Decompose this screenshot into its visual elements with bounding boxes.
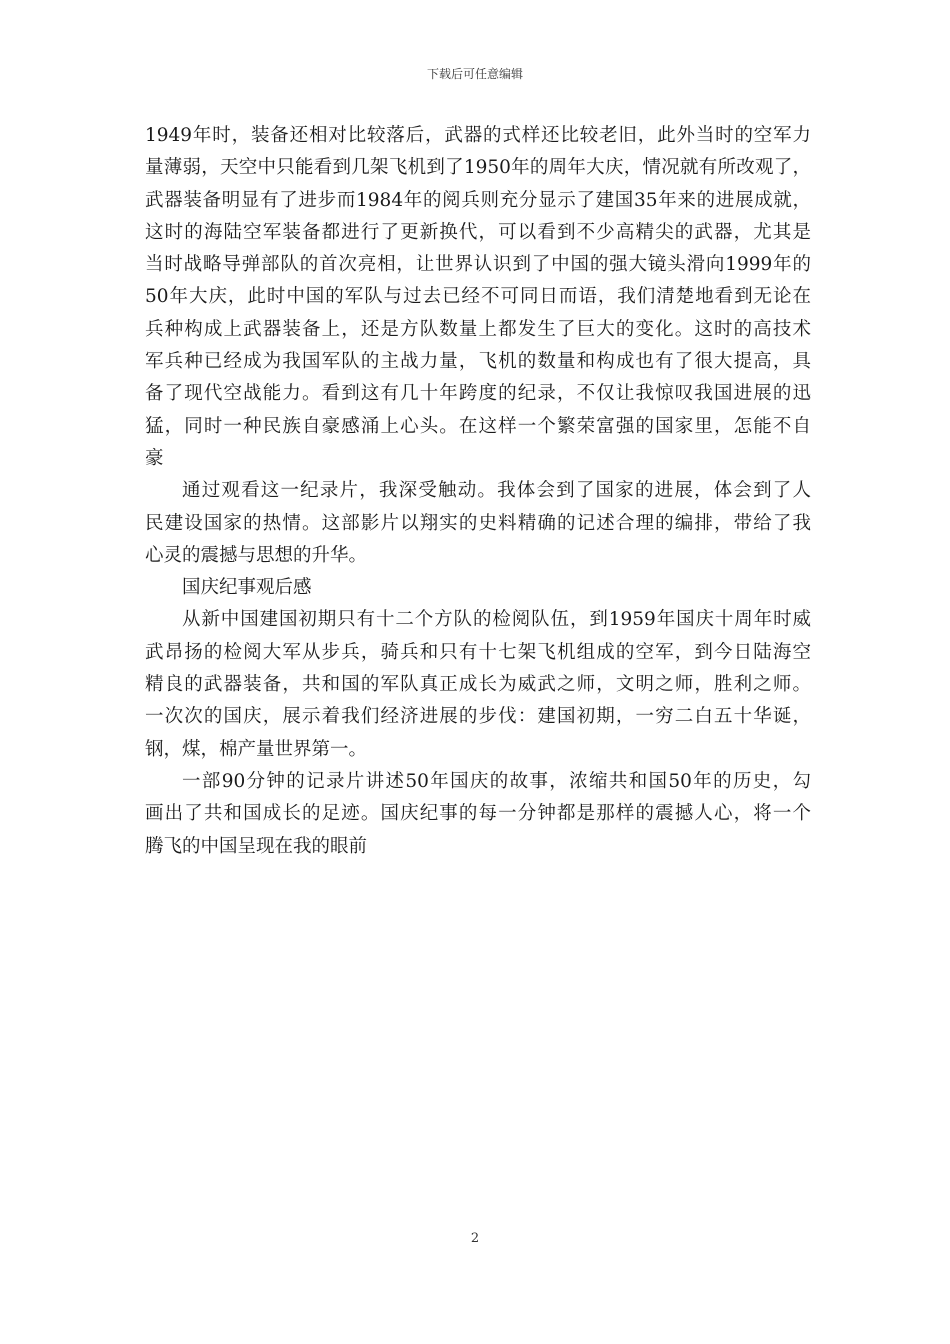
text-line: 猛，同时一种民族自豪感涌上心头。在这样一个繁荣富强的国家里，怎能不自 [145, 415, 811, 437]
text-line: 豪 [145, 447, 164, 469]
paragraph-4 [145, 766, 811, 863]
text-line: 画出了共和国成长的足迹。国庆纪事的每一分钟都是那样的震撼人心，将一个 [145, 803, 811, 825]
text-line: 精良的武器装备，共和国的军队真正成长为威武之师，文明之师，胜利之师。 [145, 674, 811, 696]
text-line: 武昂扬的检阅大军从步兵，骑兵和只有十七架飞机组成的空军，到今日陆海空 [145, 641, 811, 663]
text-line: 钢，煤，棉产量世界第一。 [145, 738, 368, 760]
text-line: 心灵的震撼与思想的升华。 [145, 544, 368, 566]
text-line: 武器装备明显有了进步而1984年的阅兵则充分显示了建国35年来的进展成就， [145, 189, 811, 211]
paragraph-1 [145, 120, 811, 475]
text-line: 当时战略导弹部队的首次亮相，让世界认识到了中国的强大镜头滑向1999年的 [145, 254, 811, 276]
document-body [145, 120, 811, 863]
paragraph-3 [145, 604, 811, 765]
section-heading-block [145, 572, 811, 604]
text-line: 民建设国家的热情。这部影片以翔实的史料精确的记述合理的编排，带给了我 [145, 512, 811, 534]
page-number: 2 [470, 1231, 480, 1246]
text-line: 通过观看这一纪录片，我深受触动。我体会到了国家的进展，体会到了人 [182, 480, 811, 502]
text-line: 一部90分钟的记录片讲述50年国庆的故事，浓缩共和国50年的历史，勾 [182, 770, 811, 792]
text-line: 1949年时，装备还相对比较落后，武器的式样还比较老旧，此外当时的空军力 [145, 125, 811, 146]
page-header: 下载后可任意编辑 [426, 67, 523, 81]
text-line: 量薄弱，天空中只能看到几架飞机到了1950年的周年大庆，情况就有所改观了， [145, 157, 811, 179]
text-line: 50年大庆，此时中国的军队与过去已经不可同日而语，我们清楚地看到无论在 [145, 286, 811, 308]
text-line: 兵种构成上武器装备上，还是方队数量上都发生了巨大的变化。这时的高技术 [145, 318, 811, 340]
paragraph-2 [145, 475, 811, 572]
section-title: 国庆纪事观后感 [182, 577, 312, 599]
text-line: 从新中国建国初期只有十二个方队的检阅队伍，到1959年国庆十周年时威 [182, 609, 811, 631]
text-line: 这时的海陆空军装备都进行了更新换代，可以看到不少高精尖的武器，尤其是 [145, 221, 811, 243]
text-line: 军兵种已经成为我国军队的主战力量，飞机的数量和构成也有了很大提高，具 [145, 351, 811, 373]
text-line: 腾飞的中国呈现在我的眼前 [145, 835, 368, 857]
text-line: 备了现代空战能力。看到这有几十年跨度的纪录，不仅让我惊叹我国进展的迅 [145, 383, 811, 405]
text-line: 一次次的国庆，展示着我们经济进展的步伐：建国初期，一穷二白五十华诞， [145, 706, 811, 728]
